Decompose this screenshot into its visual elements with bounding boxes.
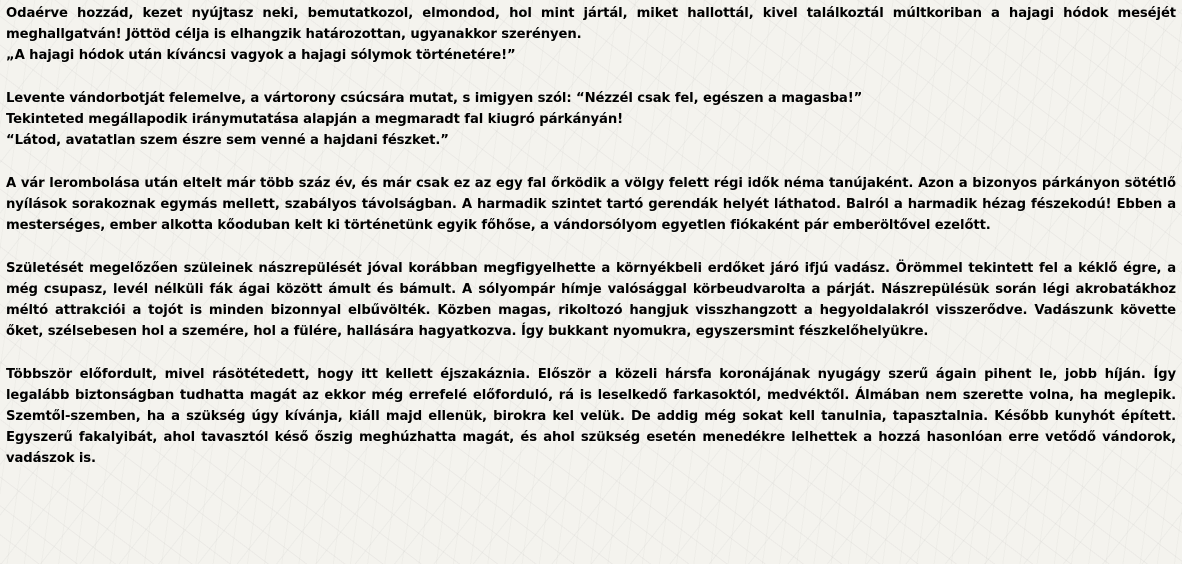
paragraph-castle: A vár lerombolása után eltelt már több száz év, és már csak ez az egy fal őrködik a völgy felett régi idők néma tanújaként. Azon a bizonyos párkányon sötétlő nyílások sorakoznak egymás mellett, szabályos távolságban. A harmadik szintet tartó gerendák helyét láthatod. Balról a harmadik hézag fészekodú! Ebben a mesterséges, ember alkotta kőoduban kelt ki történetünk egyik főhőse, a vándorsólyom egyetlen fiókaként pár emberöltővel ezelőtt.: [6, 176, 1176, 233]
paragraph-birth: Születését megelőzően szüleinek nászrepülését jóval korábban megfigyelhette a környékbeli erdőket járó ifjú vadász. Örömmel tekintett fel a kéklő égre, a még csupasz, levél nélküli fák ágai között ámult és bámult. A sólyompár hímje valósággal körbeudvarolta a párját. Nászrepülésük során légi akrobatákhoz méltó attrakciói a tojót is minden bizonnyal elbűvölték. Közben magas, rikoltozó hangjuk visszhangzott a hegyoldalakról visszerődve. Vadászunk követte őket, szélsebesen hol a szemére, hol a fülére, hallására hagyatkozva. Így bukkant nyomukra, egyszersmint fészkelőhelyükre.: [6, 261, 1176, 339]
paragraph-text: Levente vándorbotját felemelve, a vártorony csúcsára mutat, s imigyen szól: “Nézzél csak fel, egészen a magasba!”: [6, 91, 863, 106]
quote-line: „A hajagi hódok után kíváncsi vagyok a hajagi sólymok történetére!”: [6, 48, 516, 63]
paragraph-arrival: [6, 3, 1176, 66]
paragraph-levente: [6, 88, 1176, 151]
text-line: Tekinteted megállapodik iránymutatása alapján a megmaradt fal kiugró párkányán!: [6, 112, 624, 127]
paragraph-night: Többször előfordult, mivel rásötétedett, hogy itt kellett éjszakáznia. Először a közeli hársfa koronájának nyugágy szerű ágain pihent le, jobb híján. Így legalább biztonságban tudhatta magát az ekkor még errefelé előforduló, rá is leselkedő farkasoktól, medvéktől. Álmában nem szerette volna, ha meglepik. Szemtől-szemben, ha a szükség úgy kívánja, kiáll majd ellenük, birokra kel velük. De addig még sokat kell tanulnia, tapasztalnia. Később kunyhót épített. Egyszerű fakalyibát, ahol tavasztól késő őszig meghúzhatta magát, és ahol szükség esetén menedékre lelhettek a hozzá hasonlóan erre vetődő vándorok, vadászok is.: [6, 367, 1176, 466]
paragraph-text: Odaérve hozzád, kezet nyújtasz neki, bemutatkozol, elmondod, hol mint jártál, miket hallottál, kivel találkoztál múltkoriban a hajagi hódok meséjét meghallgatván! Jöttöd célja is elhangzik határozottan, ugyanakkor szerényen.: [6, 6, 1176, 42]
quote-line: “Látod, avatatlan szem észre sem venné a hajdani fészket.”: [6, 133, 449, 148]
story-document: [6, 3, 1176, 491]
